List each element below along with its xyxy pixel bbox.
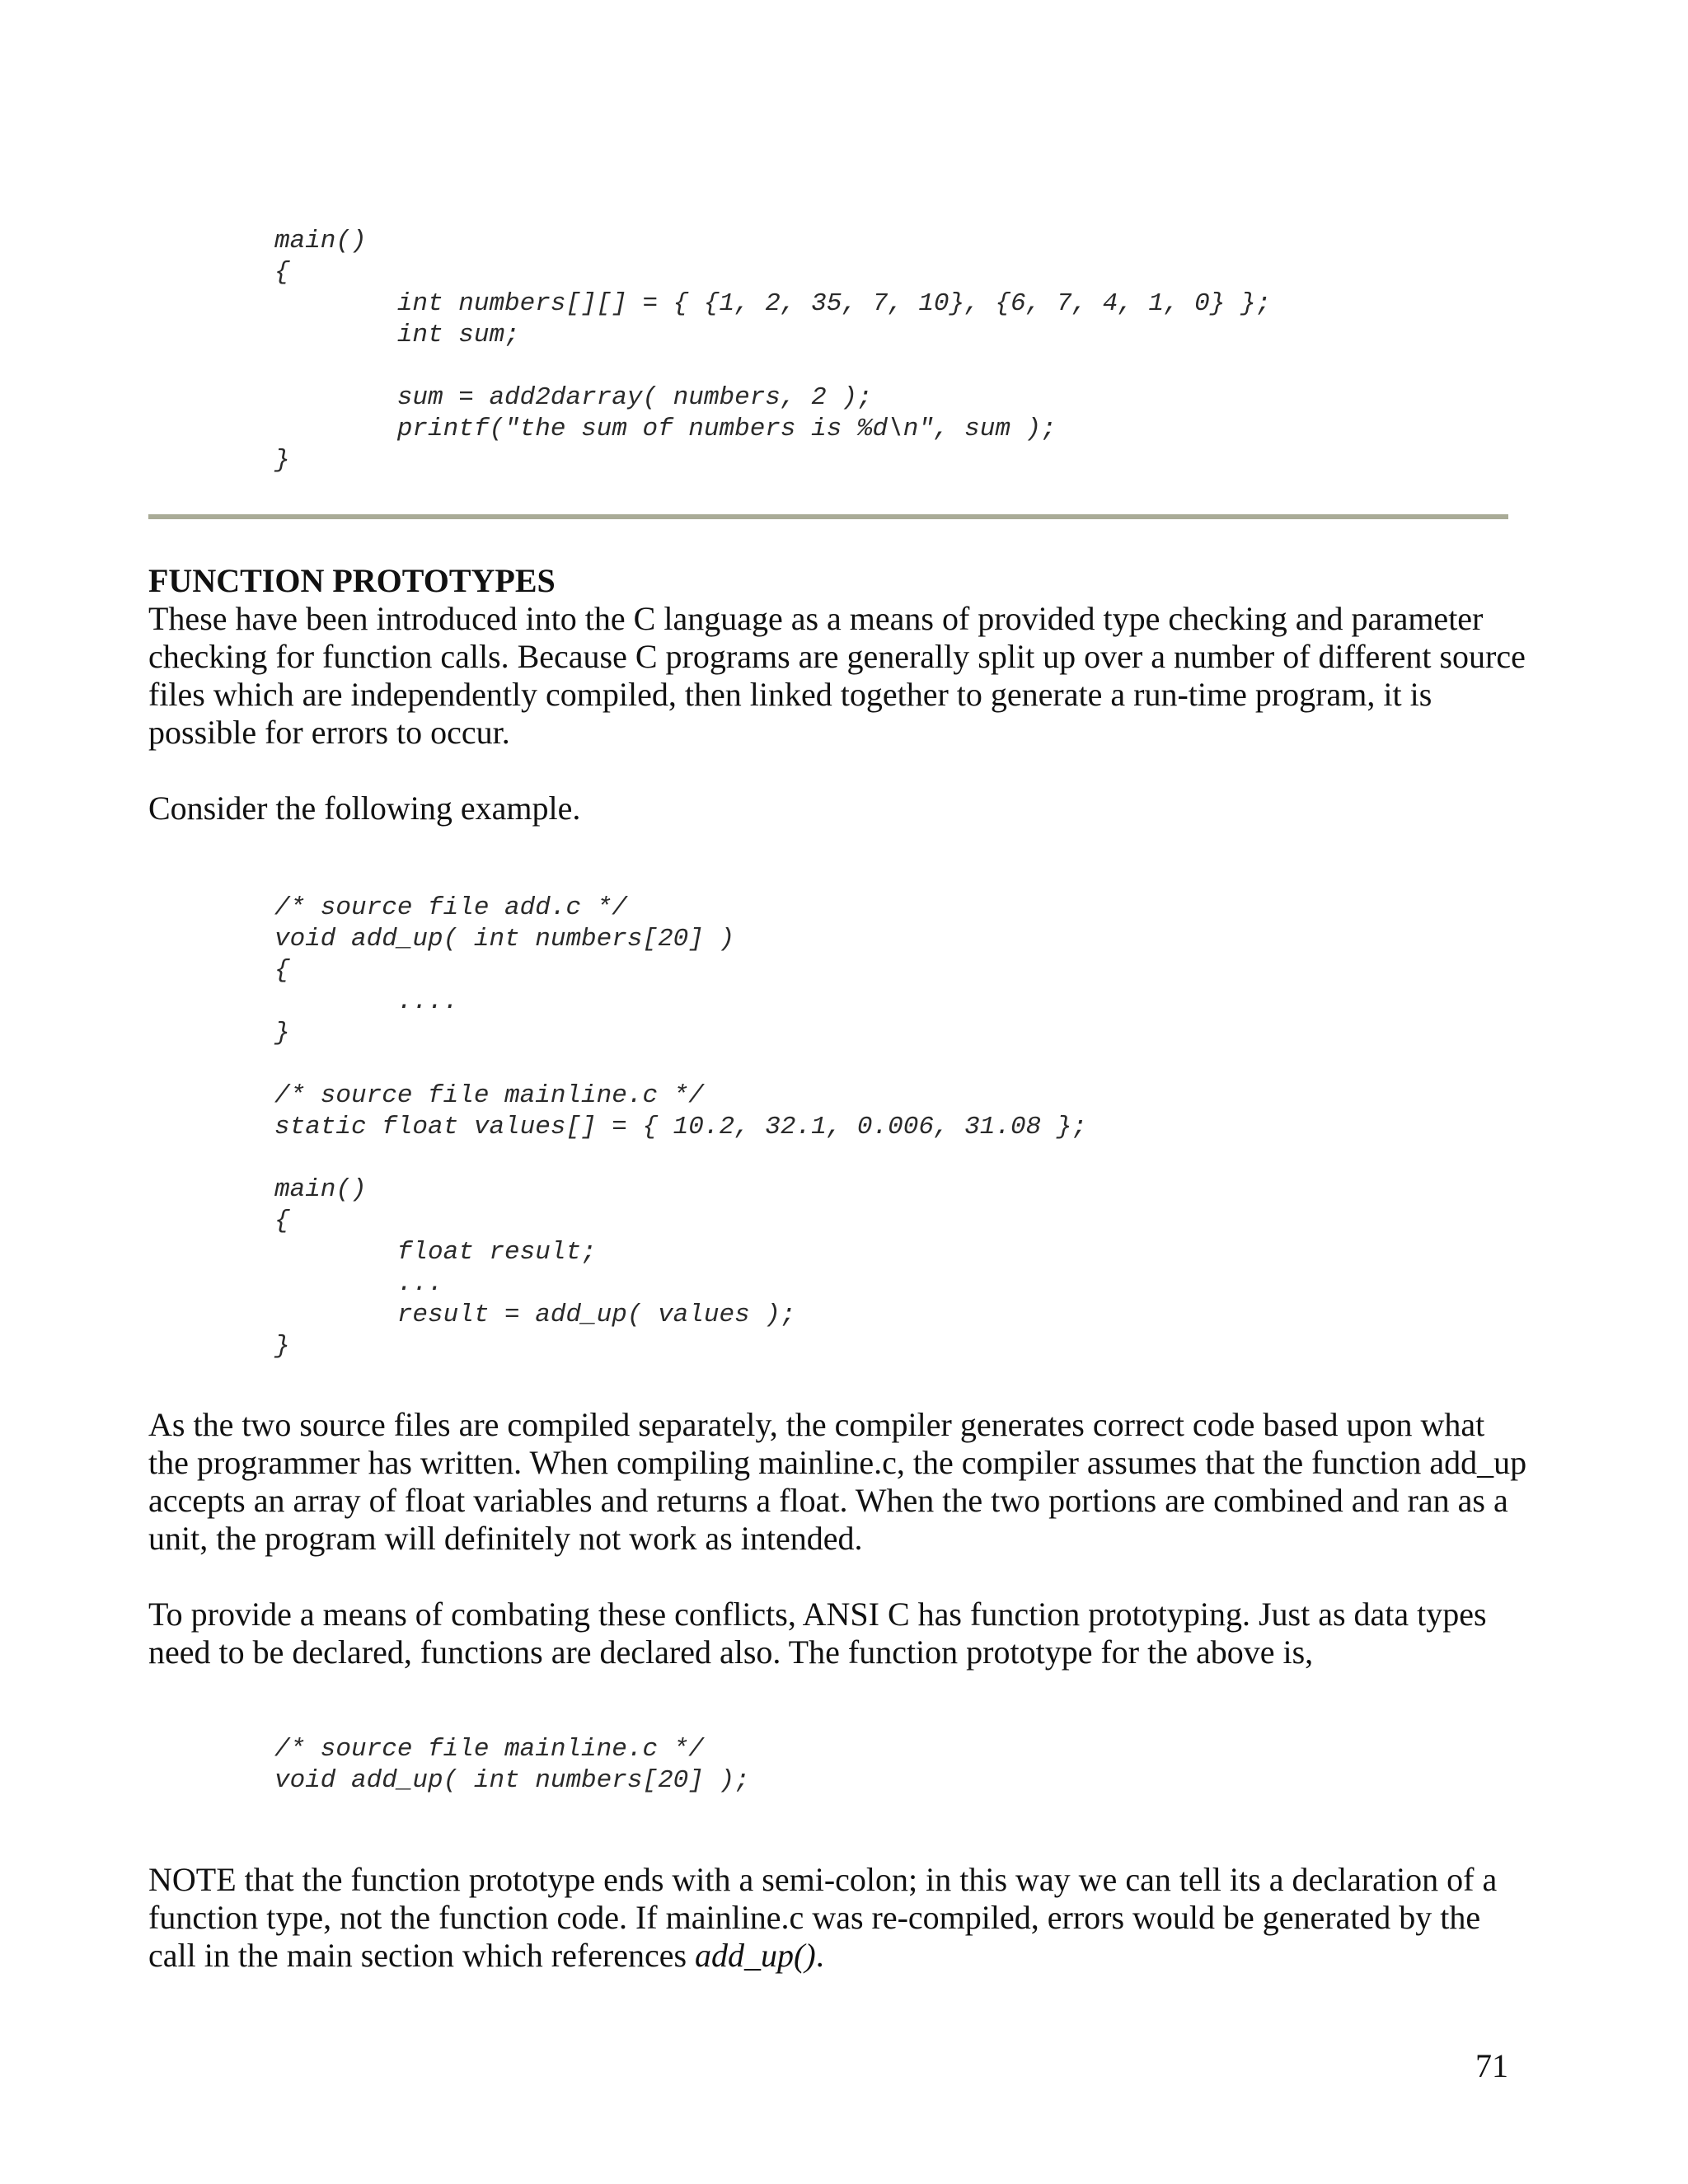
note-end: . xyxy=(815,1937,824,1974)
horizontal-divider xyxy=(148,514,1508,519)
paragraph-separate-compilation: As the two source files are compiled separately, the compiler generates correct code based upon what the programmer has written. When compiling mainline.c, the compiler assumes that the function add_up accepts an array of float variables and returns a float. When the two portions are combined and ran as a unit, the program will definitely not work as intended. xyxy=(148,1406,1527,1557)
note-text: NOTE that the function prototype ends with a semi-colon; in this way we can tell its a declaration of a function type, not the function code. If mainline.c was re-compiled, errors would be generated by the call in the main section which references xyxy=(148,1861,1498,1974)
code-block-main-add2darray: main() { int numbers[][] = { {1, 2, 35, 7, 10}, {6, 7, 4, 1, 0} }; int sum; sum = add2darray( numbers, 2 ); printf("the sum of numbers is %d\n", sum ); } xyxy=(274,227,1272,475)
code-block-prototype: /* source file mainline.c */ void add_up( int numbers[20] ); xyxy=(274,1735,750,1795)
code-block-add-up-example: /* source file add.c */ void add_up( int numbers[20] ) { .... } /* source file mainline.c */ static float values[] = { 10.2, 32.1, 0.006, 31.08 }; main() { float result; ... result = add_up( values ); } xyxy=(274,893,1087,1361)
paragraph-note xyxy=(148,1861,1533,1975)
paragraph-function-prototyping: To provide a means of combating these conflicts, ANSI C has function prototyping. Just as data types need to be declared, functions are declared also. The function prototype for the above is, xyxy=(148,1596,1487,1671)
paragraph-introduction: These have been introduced into the C language as a means of provided type checking and parameter checking for function calls. Because C programs are generally split up over a number of different source files which are independently compiled, then linked together to generate a run-time program, it is possible for errors to occur. xyxy=(148,600,1526,751)
note-function-reference: add_up() xyxy=(695,1937,816,1974)
section-heading: FUNCTION PROTOTYPES xyxy=(148,562,556,599)
paragraph-consider-example: Consider the following example. xyxy=(148,790,581,827)
page-number: 71 xyxy=(1475,2047,1508,2084)
